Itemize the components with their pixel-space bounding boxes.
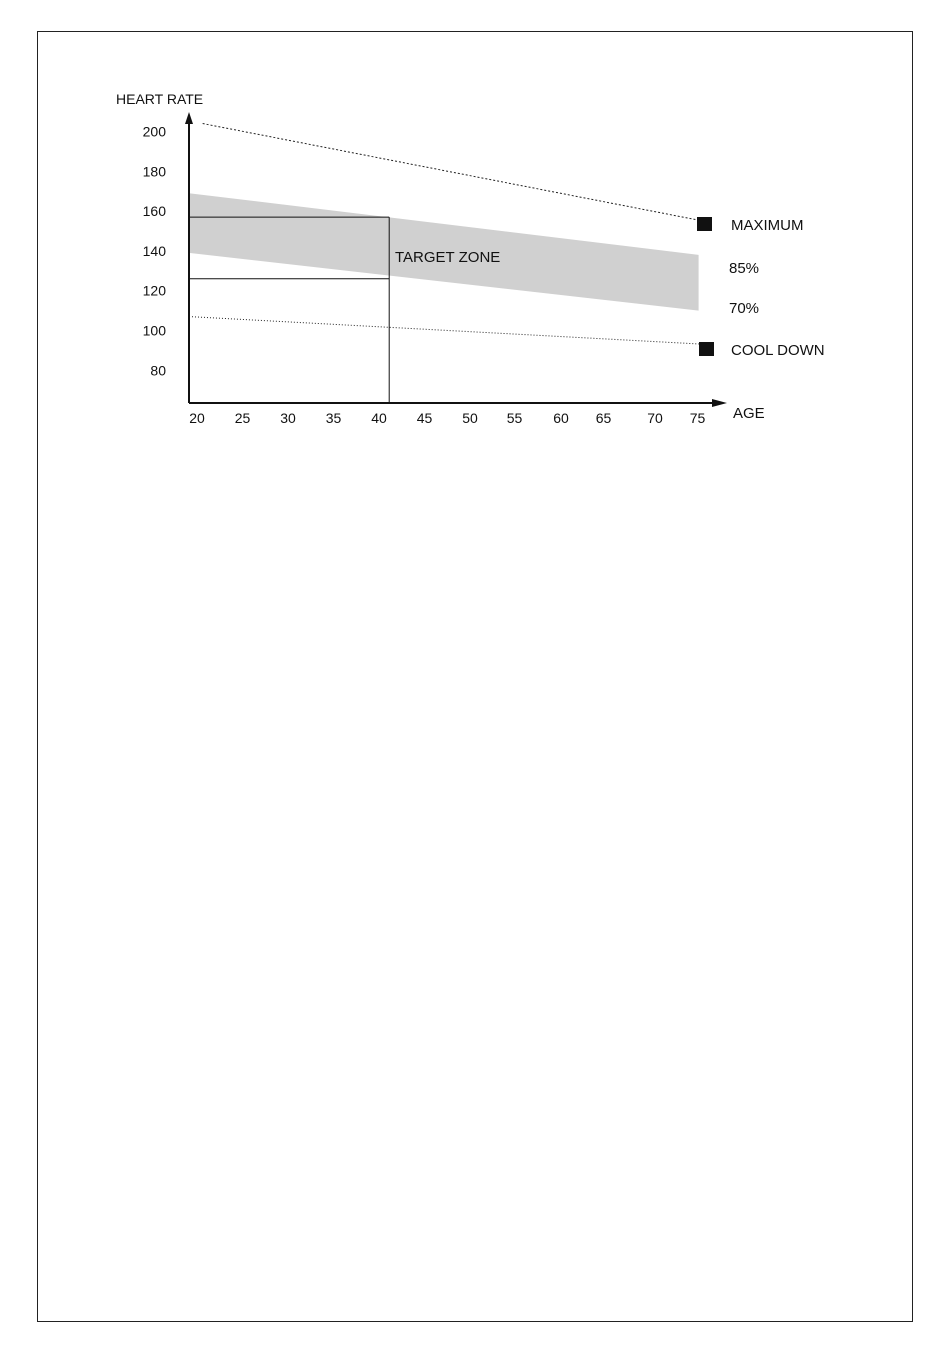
y-tick-label: 100 xyxy=(142,322,166,339)
x-tick-label: 35 xyxy=(325,410,342,426)
maximum-legend-marker xyxy=(697,217,712,231)
x-tick-label: 20 xyxy=(189,410,205,426)
x-tick-label: 60 xyxy=(553,410,569,426)
y-tick-label: 180 xyxy=(142,163,166,180)
x-tick-label: 25 xyxy=(234,410,251,426)
x-tick-label: 65 xyxy=(595,410,612,426)
cool-down-legend-label: COOL DOWN xyxy=(731,342,825,359)
x-axis-arrowhead xyxy=(712,399,727,407)
x-tick-label: 55 xyxy=(506,410,523,426)
x-tick-label: 50 xyxy=(462,410,478,426)
lower-limit-label: 70% xyxy=(729,300,760,317)
y-axis-arrowhead xyxy=(185,112,193,124)
y-tick-label: 160 xyxy=(142,203,166,220)
target-zone-label: TARGET ZONE xyxy=(395,249,501,266)
x-tick-label: 40 xyxy=(371,410,387,426)
y-tick-label: 120 xyxy=(142,282,166,299)
cool-down-legend-marker xyxy=(699,342,714,356)
x-tick-label: 75 xyxy=(689,410,706,426)
upper-limit-label: 85% xyxy=(729,260,760,277)
x-tick-label: 45 xyxy=(416,410,433,426)
maximum-legend-label: MAXIMUM xyxy=(731,217,804,234)
x-tick-label: 30 xyxy=(280,410,296,426)
x-tick-label: 70 xyxy=(647,410,663,426)
cool-down-line xyxy=(189,317,708,345)
y-tick-label: 140 xyxy=(142,242,166,259)
y-tick-label: 80 xyxy=(150,362,166,379)
y-axis-label: HEART RATE xyxy=(116,91,204,107)
y-tick-label: 200 xyxy=(142,123,166,140)
x-axis-label: AGE xyxy=(733,405,765,422)
